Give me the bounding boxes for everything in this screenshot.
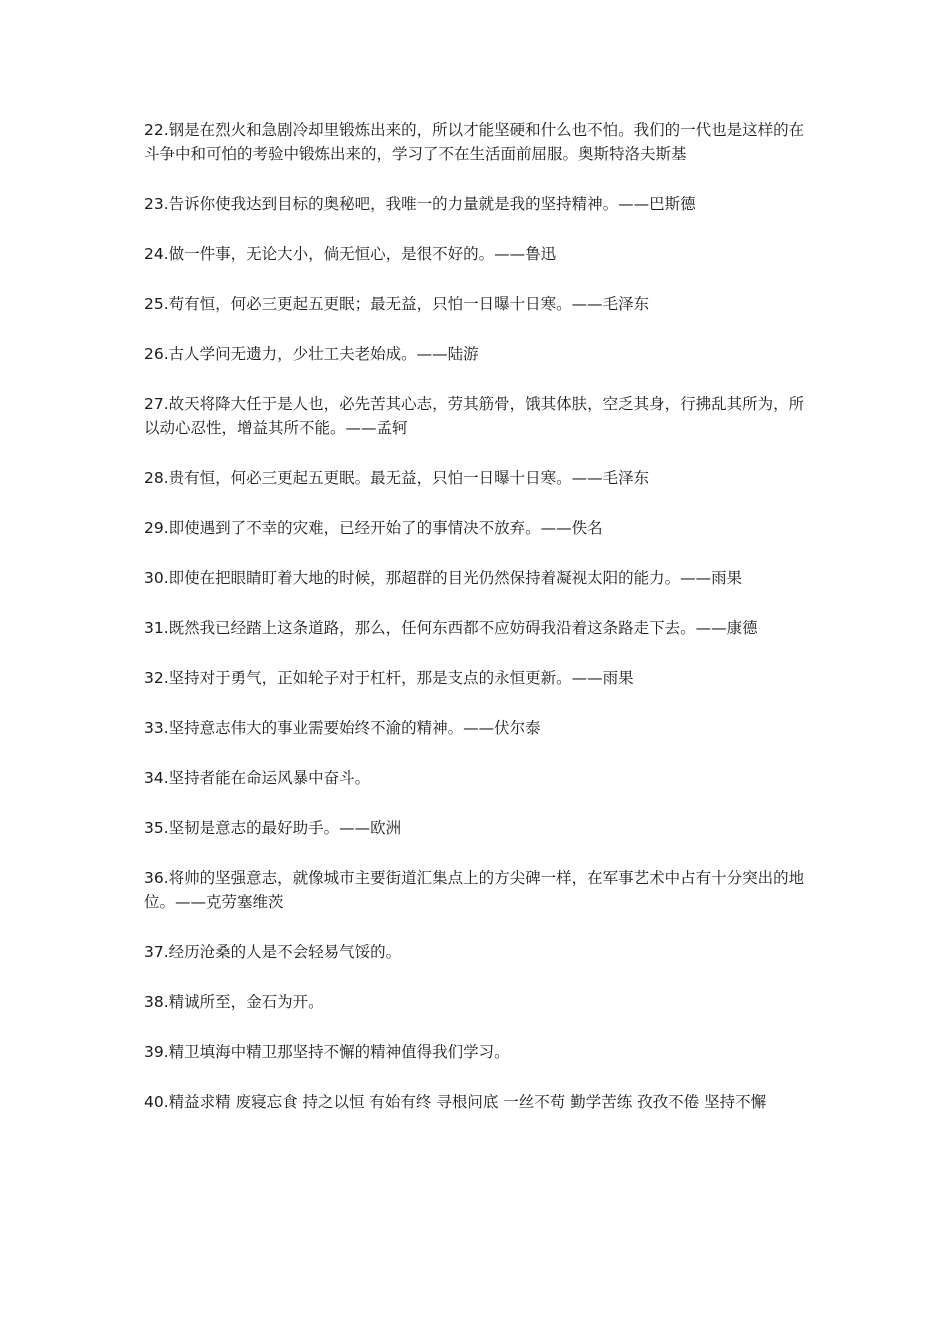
quote-26: 26.古人学问无遗力，少壮工夫老始成。——陆游 [144,345,479,363]
quote-27: 27.故天将降大任于是人也，必先苦其心志，劳其筋骨，饿其体肤，空乏其身，行拂乱其所为，所以动心忍性，增益其所不能。——孟轲 [144,395,805,437]
document-page [144,118,808,1140]
quote-28: 28.贵有恒，何必三更起五更眠。最无益，只怕一日曝十日寒。——毛泽东 [144,469,650,487]
quote-30: 30.即使在把眼睛盯着大地的时候，那超群的目光仍然保持着凝视太阳的能力。——雨果 [144,569,743,587]
quote-24: 24.做一件事，无论大小，倘无恒心，是很不好的。——鲁迅 [144,245,557,263]
quote-25: 25.苟有恒，何必三更起五更眠；最无益，只怕一日曝十日寒。——毛泽东 [144,295,650,313]
quote-36: 36.将帅的坚强意志，就像城市主要街道汇集点上的方尖碑一样，在军事艺术中占有十分突出的地位。——克劳塞维茨 [144,869,805,911]
quote-40: 40.精益求精 废寝忘食 持之以恒 有始有终 寻根问底 一丝不苟 勤学苦练 孜孜不倦 坚持不懈 [144,1093,767,1111]
quote-35: 35.坚韧是意志的最好助手。——欧洲 [144,819,402,837]
quote-29: 29.即使遇到了不幸的灾难，已经开始了的事情决不放弃。——佚名 [144,519,603,537]
quote-34: 34.坚持者能在命运风暴中奋斗。 [144,769,371,787]
quote-33: 33.坚持意志伟大的事业需要始终不渝的精神。——伏尔泰 [144,719,541,737]
quote-39: 39.精卫填海中精卫那坚持不懈的精神值得我们学习。 [144,1043,510,1061]
quote-31: 31.既然我已经踏上这条道路，那么，任何东西都不应妨碍我沿着这条路走下去。——康德 [144,619,758,637]
quote-37: 37.经历沧桑的人是不会轻易气馁的。 [144,943,402,961]
quote-32: 32.坚持对于勇气，正如轮子对于杠杆，那是支点的永恒更新。——雨果 [144,669,634,687]
quote-38: 38.精诚所至，金石为开。 [144,993,324,1011]
quote-23: 23.告诉你使我达到目标的奥秘吧，我唯一的力量就是我的坚持精神。——巴斯德 [144,195,696,213]
quote-22: 22.钢是在烈火和急剧冷却里锻炼出来的，所以才能坚硬和什么也不怕。我们的一代也是这样的在斗争中和可怕的考验中锻炼出来的，学习了不在生活面前屈服。奥斯特洛夫斯基 [144,121,805,163]
